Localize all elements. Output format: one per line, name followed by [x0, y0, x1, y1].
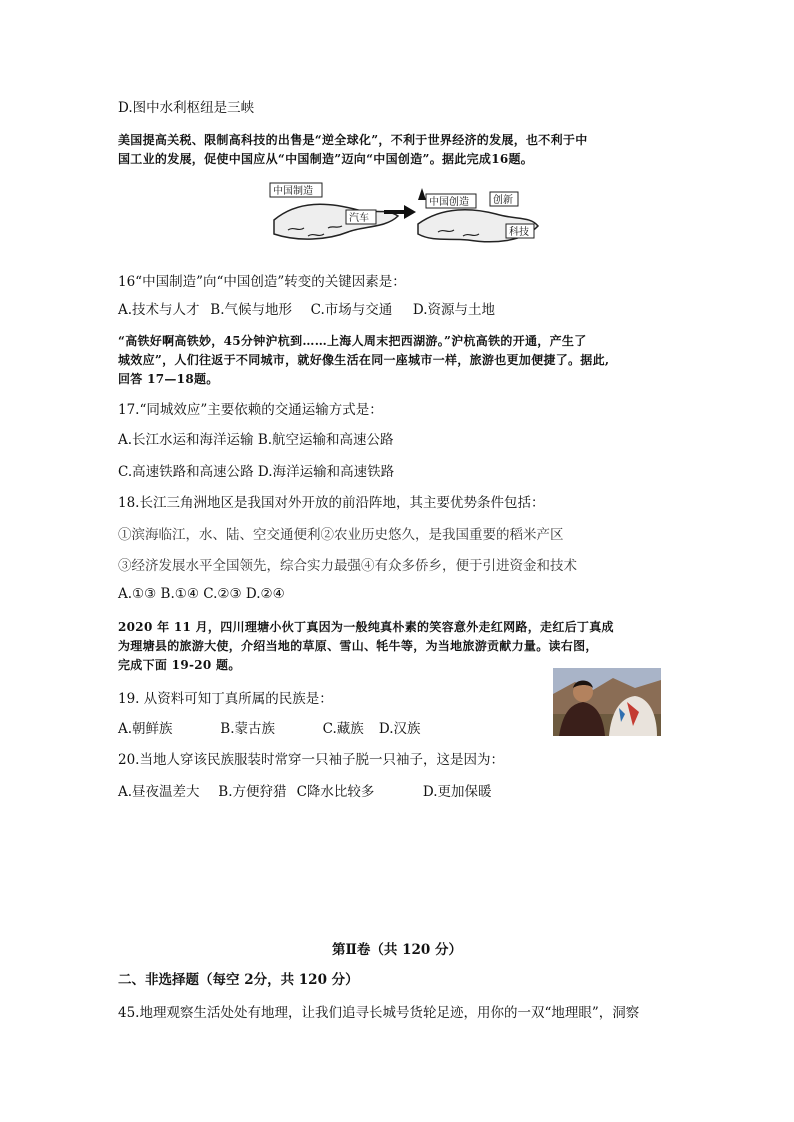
q16-option-c: C.市场与交通 [310, 302, 393, 318]
q16-stem: 16“中国制造”向“中国创造”转变的关键因素是： [118, 274, 406, 290]
tech-label: 科技 [509, 227, 529, 238]
q16-option-d: D.资源与土地 [412, 302, 496, 318]
q20-option-c: C降水比较多 [296, 784, 375, 800]
q20-option-a: A.昼夜温差大 [118, 784, 200, 800]
q16-option-b: B.气候与地形 [210, 302, 293, 318]
q18-options: A.①③ B.①④ C.②③ D.②④ [118, 586, 285, 602]
innovation-label: 创新 [493, 195, 513, 206]
intro19-line1: 2020 年 11 月，四川理塘小伙丁真因为一般纯真朴素的笑容意外走红网路，走红后丁真成 [118, 620, 614, 634]
q19-options [118, 717, 421, 737]
q19-option-b: B.蒙古族 [220, 721, 276, 737]
q15-option-d: D.图中水利枢纽是三峡 [118, 100, 255, 116]
ding-zhen-photo [553, 668, 661, 736]
intro17-line2: 城效应”，人们往返于不同城市，就好像生活在同一座城市一样，旅游也更加便捷了。据此, [118, 353, 610, 367]
part2-title: 第Ⅱ卷（共 120 分） [332, 942, 462, 958]
left-label: 中国制造 [273, 186, 313, 197]
q18-items-12: ①滨海临江，水、陆、空交通便利②农业历史悠久，是我国重要的稻米产区 [118, 527, 564, 543]
q45-stem: 45.地理观察生活处处有地理，让我们追寻长城号货轮足迹，用你的一双“地理眼”，洞察 [118, 1005, 640, 1021]
intro17-line1: “高铁好啊高铁妙，45分钟沪杭到……上海人周末把西湖游。”沪杭高铁的开通，产生了 [118, 334, 587, 348]
q18-items-34: ③经济发展水平全国领先，综合实力最强④有众多侨乡，便于引进资金和技术 [118, 558, 577, 574]
right-label: 中国创造 [429, 197, 469, 208]
q18-stem: 18.长江三角洲地区是我国对外开放的前沿阵地，其主要优势条件包括： [118, 495, 545, 511]
q19-option-c: C.藏族 [322, 721, 364, 737]
q20-option-d: D.更加保暖 [422, 784, 492, 800]
q16-options [118, 298, 495, 318]
q20-option-b: B.方便狩猎 [218, 784, 287, 800]
q16-option-a: A.技术与人才 [118, 302, 200, 318]
q20-options [118, 780, 492, 800]
intro16-line1: 美国提高关税、限制高科技的出售是“逆全球化”，不利于世界经济的发展，也不利于中 [118, 133, 588, 147]
q17-options-ab: A.长江水运和海洋运输 B.航空运输和高速公路 [118, 432, 394, 448]
q19-stem: 19. 从资料可知丁真所属的民族是： [118, 691, 333, 707]
intro19-line3: 完成下面 19-20 题。 [118, 658, 241, 672]
car-label: 汽车 [349, 213, 369, 224]
intro16-line2: 国工业的发展，促使中国应从“中国制造”迈向“中国创造”。据此完成16题。 [118, 152, 534, 166]
q19-option-a: A.朝鲜族 [118, 721, 173, 737]
q17-stem: 17.“同城效应”主要依赖的交通运输方式是： [118, 402, 383, 418]
q17-options-cd: C.高速铁路和高速公路 D.海洋运输和高速铁路 [118, 464, 395, 480]
intro19-line2: 为理塘县的旅游大使，介绍当地的草原、雪山、牦牛等，为当地旅游贡献力量。读右图， [118, 639, 598, 653]
intro17-line3: 回答 17—18题。 [118, 372, 219, 386]
q19-option-d: D.汉族 [378, 721, 421, 737]
q20-stem: 20.当地人穿该民族服装时常穿一只袖子脱一只袖子，这是因为： [118, 752, 504, 768]
part2-heading: 二、非选择题（每空 2分，共 120 分） [118, 972, 359, 988]
made-to-created-figure [268, 180, 540, 250]
